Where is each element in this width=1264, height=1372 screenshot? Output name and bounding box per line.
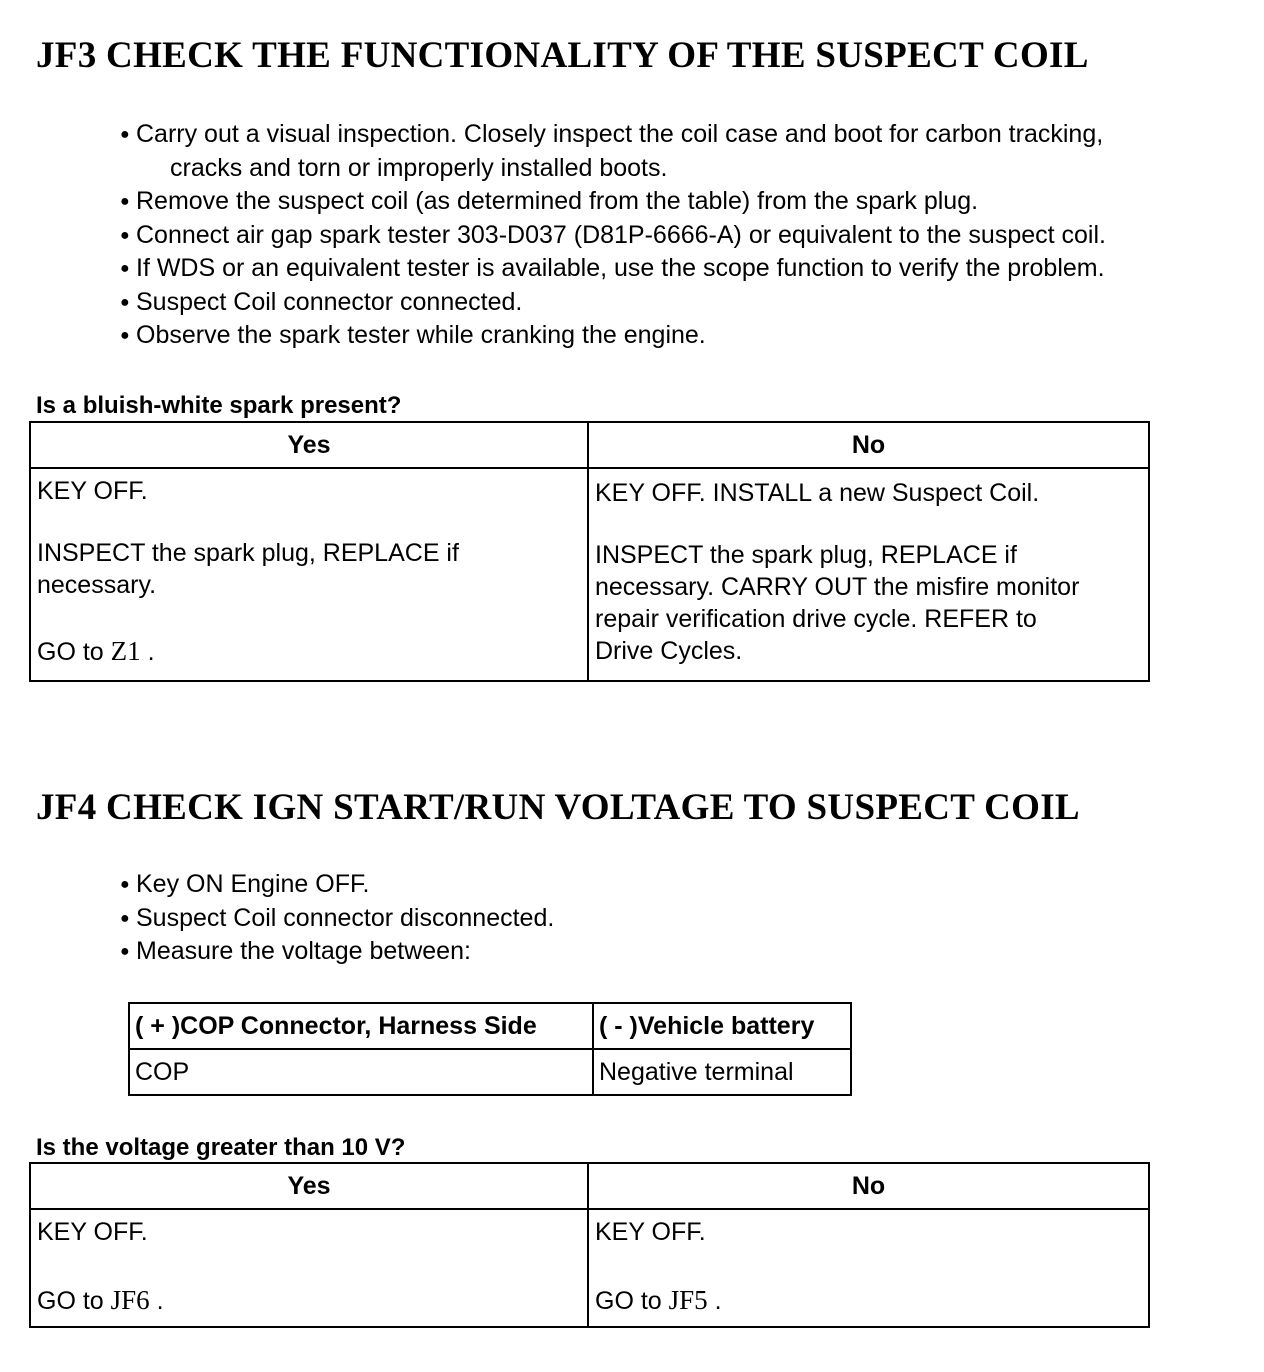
no-line: KEY OFF. INSTALL a new Suspect Coil. — [595, 479, 1040, 507]
bullet-text: Remove the suspect coil (as determined from the table) from the spark plug. — [136, 187, 979, 215]
no-goto — [595, 1284, 1142, 1317]
bullet-icon: ● — [120, 943, 130, 960]
goto-suffix: . — [156, 1287, 164, 1315]
bullet-text-continuation: cracks and torn or improperly installed boots. — [170, 153, 668, 182]
goto-prefix: GO to — [37, 638, 104, 666]
list-item — [118, 185, 1106, 219]
bullet-text: Suspect Coil connector connected. — [136, 287, 523, 316]
positive-lead-header: ( + )COP Connector, Harness Side — [129, 1003, 593, 1049]
jf3-bullet-list — [118, 118, 1106, 353]
list-item — [118, 219, 1106, 253]
jf4-question: Is the voltage greater than 10 V? — [36, 1134, 406, 1161]
yes-goto — [37, 635, 581, 668]
bullet-text: If WDS or an equivalent tester is available, use the scope function to verify the problem. — [136, 254, 1105, 282]
bullet-text: Carry out a visual inspection. Closely inspect the coil case and boot for carbon tracking, — [136, 120, 1104, 148]
bullet-icon: ● — [120, 260, 130, 277]
no-header: No — [588, 422, 1149, 468]
jf3-section-title: JF3 CHECK THE FUNCTIONALITY OF THE SUSPECT COIL — [36, 35, 1089, 76]
no-line: repair verification drive cycle. REFER to — [595, 605, 1037, 633]
table-row — [30, 1209, 1149, 1327]
goto-prefix: GO to — [37, 1287, 104, 1315]
bullet-icon: ● — [120, 327, 130, 344]
bullet-text: Observe the spark tester while cranking the engine. — [136, 321, 706, 349]
no-cell — [588, 1209, 1149, 1327]
bullet-icon: ● — [120, 126, 130, 143]
yes-line: INSPECT the spark plug, REPLACE if — [37, 539, 459, 567]
bullet-icon: ● — [120, 193, 130, 210]
no-line: INSPECT the spark plug, REPLACE if — [595, 541, 1017, 569]
jf3-yes-no-table — [29, 421, 1150, 682]
bullet-text: Connect air gap spark tester 303-D037 (D81P-6666-A) or equivalent to the suspect coil. — [136, 220, 1106, 249]
yes-line: KEY OFF. — [37, 1218, 148, 1246]
goto-link[interactable]: JF5 — [668, 1285, 708, 1315]
list-item — [118, 118, 1106, 185]
list-item — [118, 868, 554, 902]
no-cell — [588, 468, 1149, 681]
bullet-text: Suspect Coil connector disconnected. — [136, 903, 555, 932]
goto-suffix: . — [147, 638, 155, 666]
table-header-row — [30, 422, 1149, 468]
positive-lead-value: COP — [129, 1049, 593, 1095]
jf3-question: Is a bluish-white spark present? — [36, 392, 402, 419]
bullet-text: Measure the voltage between: — [136, 937, 471, 965]
yes-goto — [37, 1284, 581, 1317]
no-line: necessary. CARRY OUT the misfire monitor — [595, 573, 1080, 601]
yes-header: Yes — [30, 422, 588, 468]
negative-lead-value: Negative terminal — [593, 1049, 851, 1095]
table-row — [30, 468, 1149, 681]
yes-line: necessary. — [37, 571, 157, 599]
list-item — [118, 319, 1106, 353]
yes-line: KEY OFF. — [37, 477, 148, 505]
jf4-bullet-list — [118, 868, 554, 969]
table-header-row — [30, 1163, 1149, 1209]
list-item — [118, 286, 1106, 320]
jf4-section-title: JF4 CHECK IGN START/RUN VOLTAGE TO SUSPECT COIL — [36, 787, 1080, 828]
goto-link[interactable]: JF6 — [110, 1285, 150, 1315]
goto-suffix: . — [714, 1287, 722, 1315]
bullet-icon: ● — [120, 909, 130, 927]
yes-cell — [30, 468, 588, 681]
yes-header: Yes — [30, 1163, 588, 1209]
no-header: No — [588, 1163, 1149, 1209]
negative-lead-header: ( - )Vehicle battery — [593, 1003, 851, 1049]
measurement-table — [128, 1002, 852, 1096]
list-item — [118, 902, 554, 936]
bullet-text: Key ON Engine OFF. — [136, 870, 370, 898]
no-line: KEY OFF. — [595, 1218, 706, 1246]
list-item — [118, 935, 554, 969]
table-row — [129, 1049, 851, 1095]
bullet-icon: ● — [120, 293, 130, 311]
bullet-icon: ● — [120, 226, 130, 244]
bullet-icon: ● — [120, 876, 130, 893]
yes-cell — [30, 1209, 588, 1327]
goto-prefix: GO to — [595, 1287, 662, 1315]
table-header-row — [129, 1003, 851, 1049]
jf4-yes-no-table — [29, 1162, 1150, 1328]
goto-link[interactable]: Z1 — [110, 636, 141, 666]
no-line: Drive Cycles. — [595, 637, 743, 665]
list-item — [118, 252, 1106, 286]
